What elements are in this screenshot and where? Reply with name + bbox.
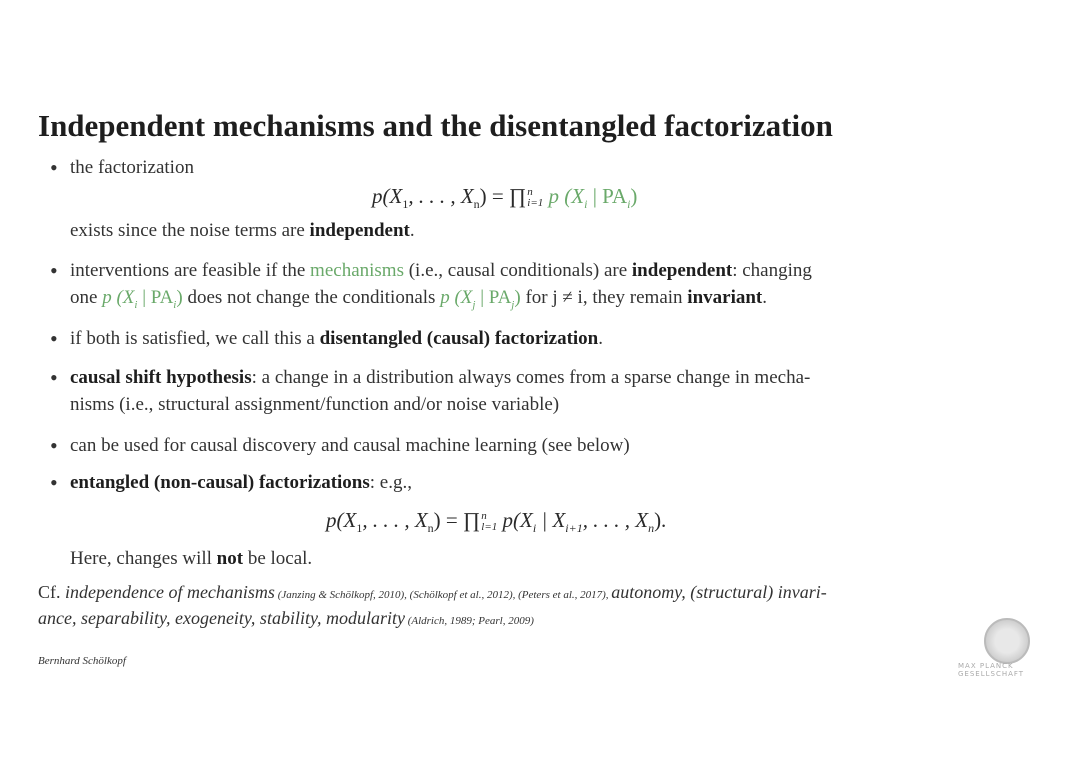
bullet-dot: •	[50, 470, 58, 495]
eq-product: ) = ∏	[433, 508, 481, 532]
reference-text: (Janzing & Schölkopf, 2010), (Schölkopf et al., 2012), (Peters et al., 2017),	[274, 589, 612, 601]
eq-rhs: | X	[536, 508, 566, 532]
bullet-text: the factorization	[70, 157, 194, 178]
bold-text: causal shift hypothesis	[70, 367, 252, 388]
bullet-text	[70, 469, 412, 497]
eq-sub: n	[648, 521, 655, 536]
green-math: | PA	[475, 287, 512, 308]
italic-text: autonomy, (structural) invari-	[611, 582, 827, 602]
eq-sub: i	[532, 521, 537, 536]
eq-sub: i	[627, 197, 631, 212]
eq-mid: , . . . , X	[362, 508, 428, 532]
text: .	[598, 328, 603, 349]
green-math: | PA	[137, 287, 174, 308]
green-math: )	[176, 287, 183, 308]
green-math: p (X	[102, 287, 135, 308]
factorization-continuation	[70, 220, 415, 242]
eq-sub: 1	[402, 197, 409, 212]
eq-rhs: , . . . , X	[582, 508, 649, 532]
eq-product: ) = ∏	[479, 184, 527, 208]
interventions-line2	[70, 287, 767, 311]
text: one	[70, 287, 103, 308]
bullet-text: can be used for causal discovery and causal machine learning (see below)	[70, 435, 630, 456]
bullet-dot: •	[50, 326, 58, 351]
bullet-dot: •	[50, 433, 58, 458]
bullet-text	[70, 325, 603, 353]
bullet-dot: •	[50, 258, 58, 283]
text: Here, changes will	[70, 548, 217, 569]
author-name: Bernhard Schölkopf	[38, 655, 126, 667]
eq-sub: 1	[356, 521, 363, 536]
text: .	[762, 287, 767, 308]
eq-sub: i	[584, 197, 588, 212]
entangled-continuation	[70, 548, 312, 570]
eq-sup: n	[527, 186, 533, 199]
eq-pa: | PA	[587, 184, 628, 208]
text: be local.	[243, 548, 313, 569]
text: : e.g.,	[369, 472, 412, 493]
cf-line1	[38, 582, 827, 603]
eq-sub: n	[427, 521, 434, 536]
max-planck-logo-icon	[984, 618, 1030, 664]
bullet-dot: •	[50, 155, 58, 180]
eq-mid: , . . . , X	[408, 184, 474, 208]
bold-text: invariant	[687, 287, 763, 308]
sub: i	[173, 298, 177, 311]
eq-rhs: p (X	[548, 184, 585, 208]
bullet-text	[70, 257, 812, 285]
green-math: )	[514, 287, 521, 308]
logo-text: MAX PLANCK GESELLSCHAFT	[958, 662, 1025, 678]
eq-rhs: p(X	[502, 508, 533, 532]
bold-text: independent	[309, 220, 410, 241]
slide-title: Independent mechanisms and the disentangled factorization	[38, 108, 833, 143]
sub: j	[511, 298, 515, 311]
italic-text: independence of mechanisms	[65, 582, 275, 602]
bullet-dot: •	[50, 365, 58, 390]
text: .	[409, 220, 415, 241]
cf-line2	[38, 608, 534, 629]
italic-text: ance, separability, exogeneity, stability, modularity	[38, 608, 405, 628]
bold-text: independent	[631, 260, 733, 281]
eq-close: )	[630, 184, 638, 208]
text: : a change in a distribution always comes from a sparse change in mecha-	[251, 367, 811, 388]
green-text: mechanisms	[310, 260, 404, 281]
bold-text: entangled (non-causal) factorizations	[70, 472, 370, 493]
text: does not change the conditionals	[182, 287, 441, 308]
causal-shift-line2: nisms (i.e., structural assignment/function and/or noise variable)	[70, 394, 560, 415]
eq-lhs: p(X	[326, 508, 357, 532]
text: (i.e., causal conditionals) are	[403, 260, 632, 281]
sub: i	[134, 298, 138, 311]
eq-lhs: p(X	[372, 184, 403, 208]
bullet-text	[70, 364, 810, 392]
text: : changing	[732, 260, 812, 281]
reference-text: (Aldrich, 1989; Pearl, 2009)	[404, 615, 534, 627]
eq-sub-index: l=1	[481, 521, 498, 534]
text: exists since the noise terms are	[70, 220, 310, 241]
bold-text: not	[216, 548, 244, 569]
eq-close: ).	[654, 508, 667, 532]
eq-sub: i+1	[565, 521, 583, 536]
eq-sup: n	[481, 510, 487, 523]
green-math: p (X	[440, 287, 473, 308]
equation-entangled	[326, 508, 666, 536]
text: Cf.	[38, 582, 65, 602]
text: if both is satisfied, we call this a	[70, 328, 320, 349]
text: interventions are feasible if the	[70, 260, 311, 281]
sub: j	[472, 298, 476, 311]
text: for j ≠ i, they remain	[520, 287, 688, 308]
bold-text: disentangled (causal) factorization	[319, 328, 599, 349]
eq-sub: n	[473, 197, 480, 212]
equation-factorization	[372, 184, 637, 212]
eq-sub-index: i=1	[527, 197, 544, 210]
